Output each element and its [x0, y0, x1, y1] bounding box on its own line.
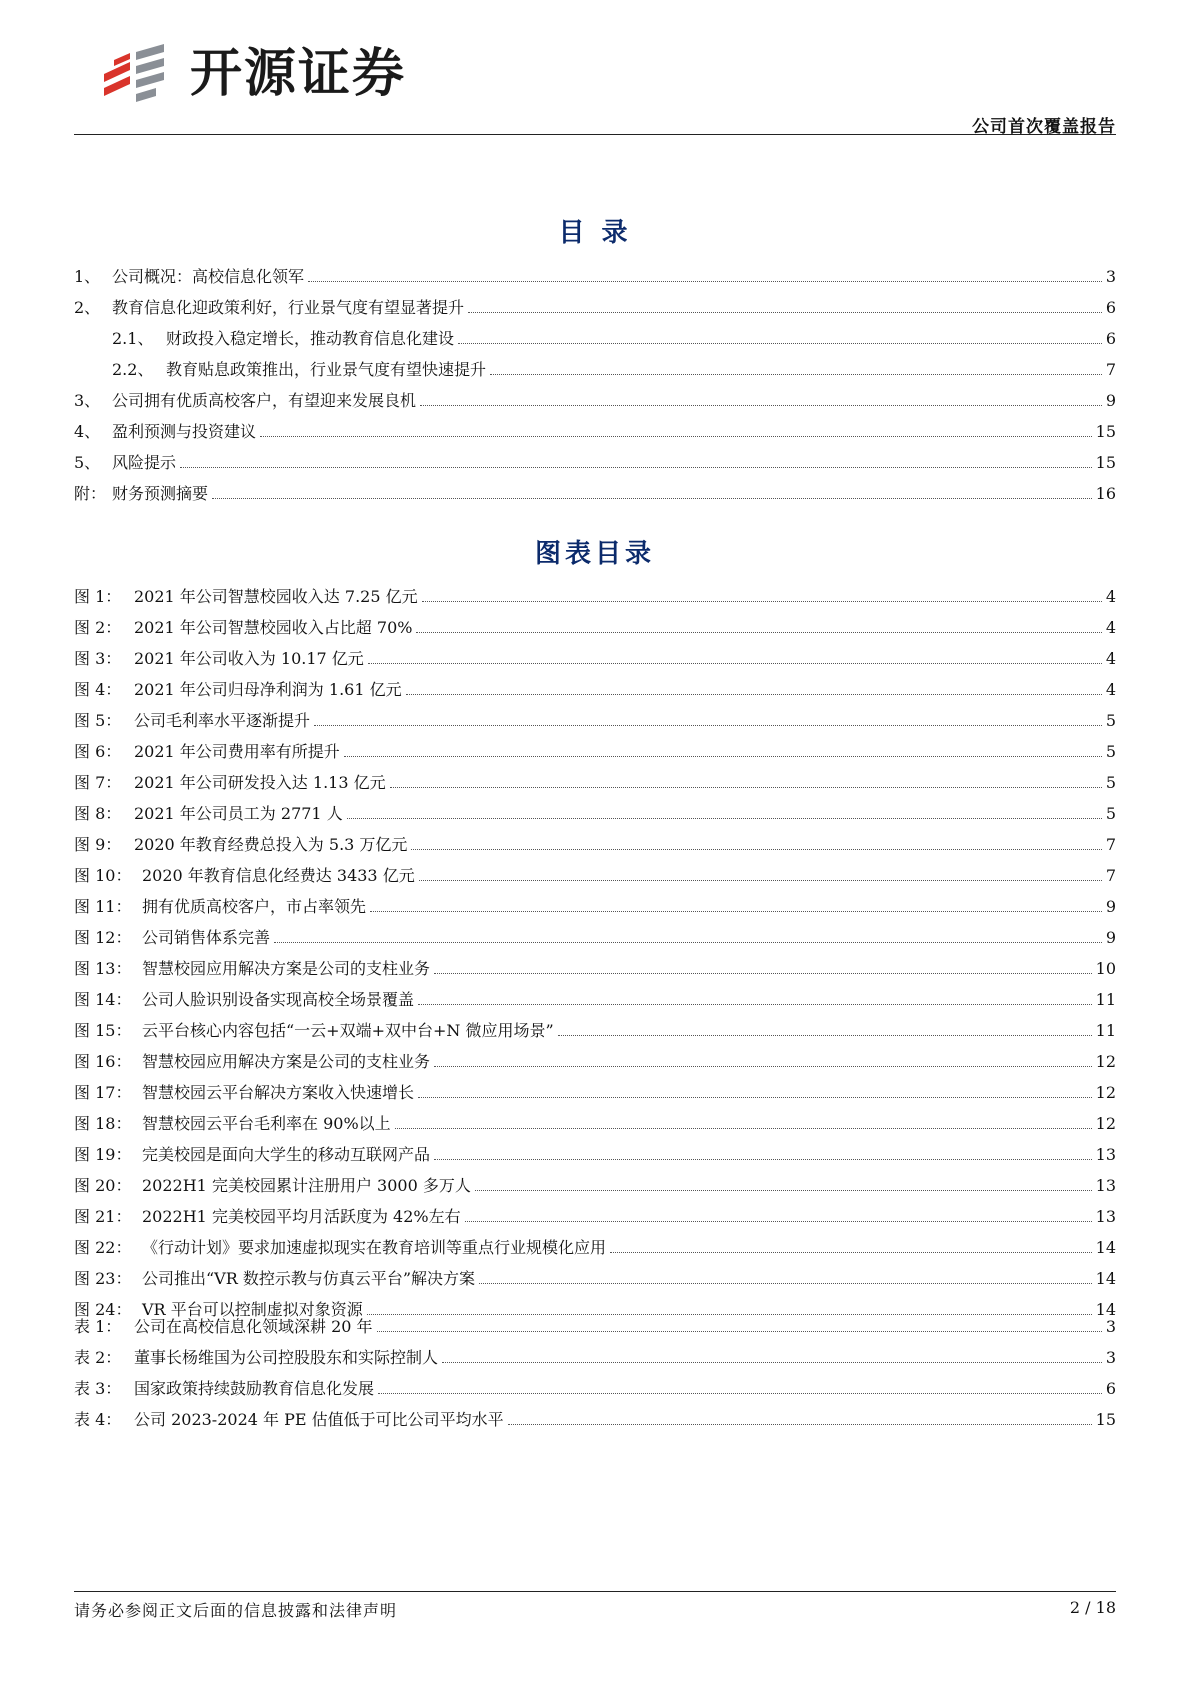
toc-entry-label: 2021 年公司收入为 10.17 亿元 [134, 649, 364, 668]
toc-entry-page: 15 [1095, 1410, 1116, 1429]
brand-name: 开源证券 [190, 44, 407, 104]
toc-entry-title [74, 897, 366, 917]
toc-entry-label: 拥有优质高校客户，市占率领先 [142, 897, 367, 916]
toc-entry-page: 6 [1105, 298, 1116, 317]
toc-entry-number: 图 3： [74, 649, 122, 668]
toc-entry-number: 4、 [74, 422, 101, 441]
dot-leader [344, 756, 1102, 757]
toc-entry-number: 1、 [74, 267, 101, 286]
toc-entry-title [74, 587, 418, 607]
toc-entry[interactable] [74, 1227, 1116, 1258]
header-divider [74, 134, 1116, 135]
toc-entry-label: 2020 年教育信息化经费达 3433 亿元 [142, 866, 415, 885]
toc-entry-page: 13 [1095, 1145, 1116, 1164]
toc-entry-label: 公司 2023-2024 年 PE 估值低于可比公司平均水平 [134, 1410, 504, 1429]
toc-entry-page: 15 [1095, 422, 1116, 441]
contents-title: 目 录 [558, 218, 632, 248]
toc-entry-page: 3 [1105, 1348, 1116, 1367]
dot-leader [212, 498, 1092, 499]
dot-leader [180, 467, 1092, 468]
toc-entry-page: 12 [1095, 1083, 1116, 1102]
toc-entry[interactable] [74, 669, 1116, 700]
toc-entry-title [74, 391, 416, 411]
dot-leader [465, 1221, 1092, 1222]
dot-leader [468, 312, 1102, 313]
toc-entry-title [74, 1114, 391, 1134]
toc-entry-number: 图 7： [74, 773, 122, 792]
toc-entry-page: 4 [1105, 680, 1116, 699]
toc-entry-page: 13 [1095, 1176, 1116, 1195]
toc-entry-label: 完美校园是面向大学生的移动互联网产品 [142, 1145, 431, 1164]
toc-entry-title [74, 1269, 475, 1289]
toc-entry-label: 智慧校园云平台解决方案收入快速增长 [142, 1083, 415, 1102]
dot-leader [395, 1128, 1092, 1129]
toc-entry[interactable] [74, 1041, 1116, 1072]
toc-entry-label: 董事长杨维国为公司控股股东和实际控制人 [134, 1348, 439, 1367]
toc-entry-page: 12 [1095, 1052, 1116, 1071]
dot-leader [377, 1331, 1102, 1332]
toc-entry-number: 图 1： [74, 587, 122, 606]
dot-leader [378, 1393, 1102, 1394]
toc-entry-number: 图 24： [74, 1300, 132, 1319]
dot-leader [416, 632, 1101, 633]
toc-entry-label: 云平台核心内容包括“一云+双端+双中台+N 微应用场景” [142, 1021, 554, 1040]
toc-entry-title [112, 360, 486, 380]
toc-entry-page: 7 [1105, 360, 1116, 379]
toc-entry-label: 2021 年公司研发投入达 1.13 亿元 [134, 773, 386, 792]
toc-entry-title [74, 1083, 414, 1103]
dot-leader [420, 405, 1102, 406]
toc-entry-label: 2022H1 完美校园平均月活跃度为 42%左右 [142, 1207, 461, 1226]
toc-entry-title [74, 298, 464, 318]
dot-leader [558, 1035, 1092, 1036]
toc-entry-title [74, 649, 364, 669]
toc-entry-title [112, 329, 454, 349]
dot-leader [390, 787, 1102, 788]
toc-entry-number: 图 10： [74, 866, 132, 885]
toc-entry-label: 公司销售体系完善 [142, 928, 271, 947]
toc-entry[interactable] [74, 411, 1116, 442]
toc-entry-title [74, 618, 412, 638]
toc-entry-page: 4 [1105, 649, 1116, 668]
dot-leader [434, 1159, 1092, 1160]
toc-entry-number: 图 21： [74, 1207, 132, 1226]
page-number: 2 / 18 [1069, 1598, 1116, 1617]
toc-entry-title [74, 1317, 373, 1337]
toc-entry-number: 图 16： [74, 1052, 132, 1071]
toc-entry[interactable] [74, 793, 1116, 824]
dot-leader [442, 1362, 1102, 1363]
toc-entry[interactable] [74, 287, 1116, 318]
toc-entry-page: 7 [1105, 866, 1116, 885]
toc-entry-number: 图 20： [74, 1176, 132, 1195]
toc-entry-label: 财务预测摘要 [112, 484, 209, 503]
toc-entry-title [74, 1145, 430, 1165]
toc-entry[interactable] [74, 948, 1116, 979]
toc-entry-number: 图 19： [74, 1145, 132, 1164]
toc-entry-label: 2021 年公司归母净利润为 1.61 亿元 [134, 680, 402, 699]
toc-entry-label: 公司概况：高校信息化领军 [112, 267, 305, 286]
toc-entry[interactable] [74, 1134, 1116, 1165]
dot-leader [368, 663, 1102, 664]
toc-entry-page: 7 [1105, 835, 1116, 854]
toc-entry-page: 9 [1105, 928, 1116, 947]
dot-leader [434, 1066, 1092, 1067]
disclaimer-text: 请务必参阅正文后面的信息披露和法律声明 [74, 1601, 398, 1620]
toc-entry-page: 14 [1095, 1300, 1116, 1319]
contents-list [74, 256, 1116, 504]
toc-entry-title [74, 680, 402, 700]
toc-entry-title [74, 484, 208, 504]
toc-entry[interactable] [74, 442, 1116, 473]
toc-entry-page: 11 [1095, 1021, 1116, 1040]
toc-entry-label: 2021 年公司智慧校园收入占比超 70% [134, 618, 413, 637]
toc-entry-number: 图 4： [74, 680, 122, 699]
toc-entry-page: 5 [1105, 711, 1116, 730]
toc-entry-number: 图 22： [74, 1238, 132, 1257]
toc-entry-label: 公司拥有优质高校客户，有望迎来发展良机 [112, 391, 417, 410]
toc-entry-number: 图 17： [74, 1083, 132, 1102]
dot-leader [490, 374, 1102, 375]
toc-entry[interactable] [74, 380, 1116, 411]
toc-entry-number: 图 15： [74, 1021, 132, 1040]
toc-entry-page: 14 [1095, 1238, 1116, 1257]
toc-entry-number: 2.1、 [112, 329, 154, 348]
toc-entry-label: VR 平台可以控制虚拟对象资源 [142, 1300, 363, 1319]
toc-entry-number: 图 12： [74, 928, 132, 947]
toc-entry-title [74, 1207, 461, 1227]
toc-entry-number: 图 6： [74, 742, 122, 761]
tables-list [74, 1306, 1116, 1430]
toc-entry-number: 图 5： [74, 711, 122, 730]
toc-entry-number: 图 8： [74, 804, 122, 823]
toc-entry-page: 5 [1105, 804, 1116, 823]
dot-leader [308, 281, 1102, 282]
dot-leader [370, 911, 1102, 912]
toc-entry-label: 教育信息化迎政策利好，行业景气度有望显著提升 [112, 298, 465, 317]
toc-entry-label: 财政投入稳定增长，推动教育信息化建设 [166, 329, 455, 348]
toc-entry-title [74, 866, 415, 886]
dot-leader [610, 1252, 1092, 1253]
toc-entry-page: 6 [1105, 1379, 1116, 1398]
toc-entry-number: 表 4： [74, 1410, 122, 1429]
toc-entry-page: 15 [1095, 453, 1116, 472]
toc-entry-page: 4 [1105, 618, 1116, 637]
toc-entry-title [74, 711, 310, 731]
toc-entry-label: 2021 年公司员工为 2771 人 [134, 804, 343, 823]
toc-entry[interactable] [74, 824, 1116, 855]
toc-entry-page: 14 [1095, 1269, 1116, 1288]
toc-entry[interactable] [74, 700, 1116, 731]
toc-entry[interactable] [74, 638, 1116, 669]
dot-leader [475, 1190, 1092, 1191]
toc-entry-label: 公司在高校信息化领域深耕 20 年 [134, 1317, 373, 1336]
toc-entry-label: 2021 年公司费用率有所提升 [134, 742, 340, 761]
toc-entry-title [74, 422, 256, 442]
toc-entry-page: 4 [1105, 587, 1116, 606]
figures-list [74, 576, 1116, 1320]
toc-entry-label: 公司推出“VR 数控示教与仿真云平台”解决方案 [142, 1269, 476, 1288]
toc-entry-number: 3、 [74, 391, 101, 410]
dot-leader [274, 942, 1102, 943]
toc-entry[interactable] [74, 855, 1116, 886]
toc-entry-page: 5 [1105, 773, 1116, 792]
footer-divider [74, 1591, 1116, 1592]
dot-leader [479, 1283, 1092, 1284]
page-header [0, 0, 1190, 135]
toc-entry-number: 图 2： [74, 618, 122, 637]
dot-leader [411, 849, 1101, 850]
toc-entry-number: 图 23： [74, 1269, 132, 1288]
toc-entry-page: 5 [1105, 742, 1116, 761]
toc-entry[interactable] [74, 1337, 1116, 1368]
toc-entry-page: 12 [1095, 1114, 1116, 1133]
toc-entry-label: 风险提示 [112, 453, 177, 472]
toc-entry-page: 11 [1095, 990, 1116, 1009]
toc-entry[interactable] [74, 1368, 1116, 1399]
toc-entry-title [74, 1052, 430, 1072]
dot-leader [419, 880, 1102, 881]
toc-entry[interactable] [74, 979, 1116, 1010]
toc-entry-number: 附： [74, 484, 107, 503]
toc-entry[interactable] [74, 1010, 1116, 1041]
toc-entry-label: 智慧校园应用解决方案是公司的支柱业务 [142, 1052, 431, 1071]
toc-entry-title [74, 742, 340, 762]
toc-entry-page: 9 [1105, 391, 1116, 410]
toc-entry-page: 3 [1105, 267, 1116, 286]
toc-entry-title [74, 1379, 374, 1399]
toc-entry[interactable] [74, 1258, 1116, 1289]
dot-leader [422, 601, 1102, 602]
toc-entry-title [74, 773, 386, 793]
toc-entry[interactable] [74, 349, 1116, 380]
dot-leader [418, 1097, 1092, 1098]
toc-entry-page: 13 [1095, 1207, 1116, 1226]
toc-entry-label: 教育贴息政策推出，行业景气度有望快速提升 [166, 360, 487, 379]
toc-entry-number: 图 14： [74, 990, 132, 1009]
toc-entry-label: 国家政策持续鼓励教育信息化发展 [134, 1379, 375, 1398]
toc-entry[interactable] [74, 762, 1116, 793]
toc-entry-label: 2021 年公司智慧校园收入达 7.25 亿元 [134, 587, 418, 606]
toc-entry-label: 智慧校园应用解决方案是公司的支柱业务 [142, 959, 431, 978]
toc-entry[interactable] [74, 917, 1116, 948]
toc-entry-number: 表 2： [74, 1348, 122, 1367]
toc-entry[interactable] [74, 473, 1116, 504]
toc-entry-page: 9 [1105, 897, 1116, 916]
figures-title: 图表目录 [534, 539, 655, 569]
toc-entry-title [74, 1410, 504, 1430]
dot-leader [406, 694, 1102, 695]
toc-entry-title [74, 835, 407, 855]
toc-entry[interactable] [74, 1103, 1116, 1134]
toc-entry-page: 6 [1105, 329, 1116, 348]
toc-entry[interactable] [74, 1165, 1116, 1196]
toc-entry-number: 图 11： [74, 897, 132, 916]
toc-entry[interactable] [74, 1399, 1116, 1430]
toc-entry[interactable] [74, 731, 1116, 762]
toc-entry-title [74, 928, 270, 948]
toc-entry-label: 公司人脸识别设备实现高校全场景覆盖 [142, 990, 415, 1009]
dot-leader [458, 343, 1102, 344]
toc-entry-title [74, 267, 304, 287]
toc-entry-label: 智慧校园云平台毛利率在 90%以上 [142, 1114, 391, 1133]
toc-entry-number: 图 13： [74, 959, 132, 978]
toc-entry[interactable] [74, 1072, 1116, 1103]
toc-entry-label: 公司毛利率水平逐渐提升 [134, 711, 311, 730]
dot-leader [418, 1004, 1092, 1005]
dot-leader [508, 1424, 1092, 1425]
toc-entry[interactable] [74, 256, 1116, 287]
toc-entry[interactable] [74, 576, 1116, 607]
toc-entry-title [74, 453, 176, 473]
toc-entry-label: 《行动计划》要求加速虚拟现实在教育培训等重点行业规模化应用 [142, 1238, 607, 1257]
toc-entry-number: 表 3： [74, 1379, 122, 1398]
toc-entry[interactable] [74, 318, 1116, 349]
report-type-label: 公司首次覆盖报告 [972, 117, 1116, 137]
toc-entry-number: 表 1： [74, 1317, 122, 1336]
toc-entry-label: 2020 年教育经费总投入为 5.3 万亿元 [134, 835, 408, 854]
toc-entry-page: 3 [1105, 1317, 1116, 1336]
dot-leader [260, 436, 1092, 437]
toc-entry-number: 图 9： [74, 835, 122, 854]
dot-leader [347, 818, 1102, 819]
toc-entry-label: 2022H1 完美校园累计注册用户 3000 多万人 [142, 1176, 471, 1195]
toc-entry-page: 10 [1095, 959, 1116, 978]
toc-entry-title [74, 959, 430, 979]
toc-entry[interactable] [74, 886, 1116, 917]
toc-entry-title [74, 1238, 606, 1258]
toc-entry-label: 盈利预测与投资建议 [112, 422, 257, 441]
toc-entry-number: 5、 [74, 453, 101, 472]
toc-entry[interactable] [74, 1306, 1116, 1337]
toc-entry-title [74, 804, 343, 824]
brand-logo-icon [100, 44, 172, 106]
dot-leader [434, 973, 1092, 974]
toc-entry-number: 2.2、 [112, 360, 154, 379]
toc-entry-number: 图 18： [74, 1114, 132, 1133]
toc-entry-title [74, 1348, 438, 1368]
toc-entry[interactable] [74, 1196, 1116, 1227]
toc-entry-page: 16 [1095, 484, 1116, 503]
toc-entry-title [74, 1021, 554, 1041]
dot-leader [314, 725, 1102, 726]
toc-entry-title [74, 1176, 471, 1196]
toc-entry-number: 2、 [74, 298, 101, 317]
toc-entry-title [74, 990, 414, 1010]
toc-entry[interactable] [74, 607, 1116, 638]
